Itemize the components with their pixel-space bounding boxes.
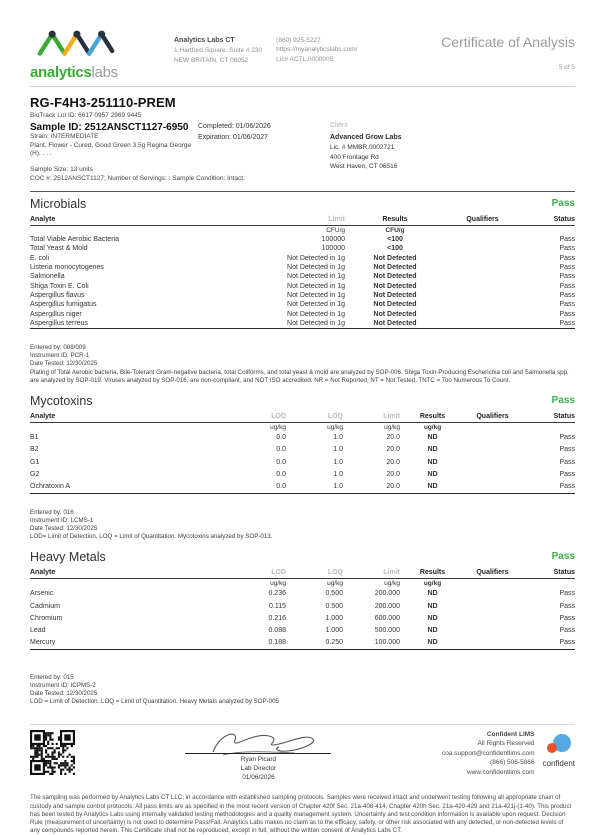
table-row <box>30 456 575 468</box>
table-row <box>30 310 575 319</box>
cell: Not Detected in 1g <box>287 292 345 300</box>
biotrack-lot-id: BioTrack Lot ID: 6617 0957 2969 9445 <box>30 112 142 119</box>
section-status-badge: Pass <box>551 198 575 210</box>
table-header-row <box>30 215 575 226</box>
cell: ND <box>427 458 438 466</box>
heavy-metals-notes <box>30 674 575 706</box>
cell: Shiga Toxin E. Coli <box>30 282 89 290</box>
unit-cell: ug/kg <box>327 579 343 587</box>
confident-logo-icon <box>545 732 573 758</box>
signer-name: Ryan Picard <box>240 756 277 764</box>
cell <box>465 432 520 444</box>
cell: Not Detected in 1g <box>287 263 345 271</box>
cell <box>465 456 520 468</box>
cell: Pass <box>559 292 575 300</box>
unit-cell: ug/kg <box>270 423 286 431</box>
table-row <box>30 235 575 244</box>
cell: Pass <box>559 470 575 478</box>
cell: 1.0 <box>333 446 343 454</box>
section-heavy-metals <box>30 545 575 706</box>
cell <box>445 310 520 319</box>
cell: 0.0 <box>276 470 286 478</box>
cell <box>445 291 520 300</box>
unit-cell: ug/kg <box>327 423 343 431</box>
column-header: Qualifiers <box>465 568 520 579</box>
cell: Pass <box>559 245 575 253</box>
footer <box>30 725 575 782</box>
lab-address-line2: NEW BRITAIN, CT 06052 <box>174 56 249 64</box>
cell: 0.188 <box>229 637 286 650</box>
signature-date: 01/06/2026 <box>242 773 275 781</box>
cell: Not Detected <box>373 301 417 309</box>
cell: Not Detected in 1g <box>287 310 345 318</box>
cell: 0.500 <box>325 602 343 610</box>
lab-phone-column <box>276 36 357 65</box>
section-microbials <box>30 192 575 385</box>
signer-role: Lab Director <box>240 764 277 772</box>
lab-website: https://myanalyticslabs.com/ <box>276 46 358 54</box>
cell: Aspergillus terreus <box>30 319 215 329</box>
unit-cell: ug/kg <box>384 579 400 587</box>
client-address1: 400 Frontage Rd <box>330 153 379 161</box>
cell: B2 <box>30 446 39 454</box>
cell: Not Detected <box>373 282 417 290</box>
cell: 0.0 <box>276 446 286 454</box>
table-row <box>30 319 575 329</box>
lims-block <box>442 730 575 777</box>
note-line: Date Tested: 12/30/2025 <box>30 689 98 697</box>
cell: 1.000 <box>325 614 343 622</box>
table-header-row <box>30 568 575 579</box>
cell <box>445 300 520 309</box>
confident-logo <box>543 732 575 768</box>
unit-cell: CFU/g <box>385 226 405 234</box>
cell: Ochratoxin A <box>30 480 229 493</box>
cell: Pass <box>559 301 575 309</box>
confident-logo-text: confident <box>542 759 575 769</box>
cell <box>465 624 520 636</box>
cell: 100.000 <box>343 637 400 650</box>
microbials-table <box>30 215 575 330</box>
cell: Chromium <box>30 614 63 622</box>
lims-rights: All Rights Reserved <box>477 740 535 748</box>
sample-name: RG-F4H3-251110-PREM <box>30 95 176 110</box>
cell: ND <box>427 434 438 442</box>
unit-cell <box>30 578 229 588</box>
signer-info <box>241 756 276 782</box>
column-header: LOQ <box>286 412 343 423</box>
cell: 20.0 <box>386 446 400 454</box>
cell: Not Detected in 1g <box>287 254 345 262</box>
lab-license: Lic# ACTL.0000005 <box>276 55 334 63</box>
client-block <box>330 121 402 172</box>
table-row <box>30 468 575 480</box>
section-title: Mycotoxins <box>30 393 93 408</box>
lims-phone: (866) 506-5866 <box>490 759 535 767</box>
cell <box>465 588 520 600</box>
column-header: Limit <box>343 412 400 423</box>
table-row <box>30 272 575 281</box>
table-row <box>30 291 575 300</box>
cell: 1.0 <box>286 480 343 493</box>
column-header: Results <box>345 215 445 226</box>
note-line: Entered by: 016 <box>30 508 74 516</box>
cell: 200.000 <box>374 602 400 610</box>
cell: E. coli <box>30 254 50 262</box>
column-header: Analyte <box>30 215 215 226</box>
column-header: Status <box>520 568 575 579</box>
client-name: Advanced Grow Labs <box>330 134 402 142</box>
cell <box>465 444 520 456</box>
cell: Aspergillus fumigatus <box>30 301 97 309</box>
cell: Pass <box>559 602 575 610</box>
cell: 0.250 <box>286 637 343 650</box>
column-header: Results <box>400 568 465 579</box>
header-right <box>441 34 575 71</box>
column-header: LOD <box>229 412 286 423</box>
section-header <box>30 192 575 215</box>
note-line: Plating of Total Aerobic bacteria, Bile-Tolerant Gram-negative bacteria, total Coliforms, and total yeast & mold are analyzed by SOP-006. Shiga Toxin-Producing Escherichia coli and Salmonella spp. are analyzed by SOP-019. Viruses analyzed by SOP-016, are non-compliant, and NOT ISO accredited. NR = Not Reported, NT = Not Tested, TNTC = Too Numerous To Count. <box>30 368 569 384</box>
table-row <box>30 253 575 262</box>
logo-wordmark <box>30 64 148 81</box>
cell: 1.0 <box>333 434 343 442</box>
column-header: Qualifiers <box>465 412 520 423</box>
table-row <box>30 263 575 272</box>
cell: Pass <box>559 614 575 622</box>
table-units-row <box>30 225 575 235</box>
cell: Not Detected <box>373 273 417 281</box>
cell: 100000 <box>321 235 345 243</box>
section-title: Microbials <box>30 196 87 211</box>
cell: Not Detected in 1g <box>287 273 345 281</box>
cell: 200.000 <box>374 590 400 598</box>
logo-word-labs: labs <box>91 64 118 81</box>
strain: Strain: INTERMEDIATE <box>30 132 99 140</box>
table-row <box>30 300 575 309</box>
column-header: Limit <box>343 568 400 579</box>
cell <box>445 235 520 244</box>
note-line: Instrument ID: PCR-1 <box>30 352 90 360</box>
unit-cell <box>445 225 520 235</box>
cell: Pass <box>559 273 575 281</box>
section-header <box>30 389 575 412</box>
signature-block <box>75 728 442 782</box>
lab-name: Analytics Labs CT <box>174 37 235 44</box>
completed-date: Completed: 01/06/2026 <box>198 123 271 130</box>
coc-line: COC #: 2512ANSCT1127; Number of Servings: : Sample Condition: Intact; <box>30 174 245 182</box>
cell: 0.0 <box>229 480 286 493</box>
lab-contact-info <box>174 36 357 65</box>
cell <box>445 272 520 281</box>
cell: 600.000 <box>374 614 400 622</box>
section-status-badge: Pass <box>551 395 575 407</box>
unit-cell: ug/kg <box>270 579 286 587</box>
cell: 100000 <box>321 245 345 253</box>
cell: ND <box>427 470 438 478</box>
lab-address-line1: 1 Hartford Square, Suite # 230 <box>174 47 263 55</box>
heavy-metals-table <box>30 568 575 650</box>
cell: Pass <box>559 458 575 466</box>
cell <box>445 281 520 290</box>
column-header: Analyte <box>30 412 229 423</box>
cell: 0.115 <box>269 602 286 610</box>
signature-line <box>185 753 331 754</box>
client-label: Client <box>330 122 348 129</box>
lims-website: www.confidentlims.com <box>466 768 535 776</box>
section-mycotoxins <box>30 389 575 541</box>
cell: Pass <box>559 263 575 271</box>
analytics-labs-logo <box>30 28 148 81</box>
table-header-row <box>30 412 575 423</box>
cell: 1.0 <box>333 470 343 478</box>
cell: <100 <box>387 245 403 253</box>
lab-address-column <box>174 36 262 65</box>
cell: Pass <box>559 254 575 262</box>
cell: Pass <box>559 310 575 318</box>
column-header: LOD <box>229 568 286 579</box>
cell: Arsenic <box>30 590 54 598</box>
cell: Not Detected <box>373 292 417 300</box>
client-license: Lic. # MMBR.0002721 <box>330 144 395 152</box>
cell: ND <box>400 480 465 493</box>
table-units-row <box>30 578 575 588</box>
note-line: LOD= Limit of Detection, LOQ = Limit of Quantitation. Mycotoxins analyzed by SOP-013. <box>30 532 273 540</box>
column-header: Limit <box>215 215 345 226</box>
unit-cell <box>30 422 229 432</box>
cell <box>445 319 520 329</box>
unit-cell: CFU/g <box>326 226 345 234</box>
cell: 0.236 <box>268 590 286 598</box>
note-line: Instrument ID: ICPMS-2 <box>30 681 96 689</box>
section-header <box>30 545 575 568</box>
cell: Salmonella <box>30 273 65 281</box>
mycotoxins-table <box>30 412 575 494</box>
cell: Pass <box>559 434 575 442</box>
section-title: Heavy Metals <box>30 549 106 564</box>
unit-cell: ug/kg <box>423 579 442 587</box>
cell: B1 <box>30 434 39 442</box>
cell: Not Detected <box>373 310 417 318</box>
cell: Not Detected in 1g <box>287 282 345 290</box>
unit-cell <box>520 422 575 432</box>
unit-cell: ug/kg <box>423 423 442 431</box>
table-row <box>30 612 575 624</box>
lims-contact <box>442 730 535 777</box>
logo-mountain-icon <box>30 28 122 58</box>
cell: Pass <box>559 590 575 598</box>
cell: 0.088 <box>268 627 286 634</box>
sample-id: Sample ID: 2512ANSCT1127-6950 <box>30 121 189 133</box>
table-row <box>30 600 575 612</box>
column-header: Analyte <box>30 568 229 579</box>
cell: Not Detected <box>345 319 445 329</box>
cell <box>465 468 520 480</box>
column-header: Results <box>400 412 465 423</box>
unit-cell <box>465 422 520 432</box>
cell: Not Detected <box>373 263 417 271</box>
note-line: Date Tested: 12/30/2025 <box>30 360 98 368</box>
table-row <box>30 444 575 456</box>
note-line: Entered by: 008/009 <box>30 344 86 352</box>
unit-cell <box>465 578 520 588</box>
unit-cell <box>520 578 575 588</box>
cell: Mercury <box>30 637 229 650</box>
lims-name: Confident LIMS <box>486 731 535 739</box>
page-indicator: 5 of 5 <box>558 64 575 71</box>
logo-word-analytics: analytics <box>30 64 92 81</box>
cell: Total Yeast & Mold <box>30 245 88 253</box>
mycotoxins-notes <box>30 509 575 541</box>
cell: 20.0 <box>386 434 400 442</box>
cell <box>465 600 520 612</box>
cell <box>465 612 520 624</box>
note-line: Instrument ID: LCMS-1 <box>30 516 94 524</box>
column-header: Qualifiers <box>445 215 520 226</box>
cell: Cadmium <box>30 602 60 610</box>
cell: 20.0 <box>386 458 400 466</box>
table-row <box>30 432 575 444</box>
microbials-notes <box>30 344 575 384</box>
sample-info-block <box>30 87 575 192</box>
note-line: Entered by: 015 <box>30 673 74 681</box>
cell <box>445 263 520 272</box>
unit-cell <box>30 225 215 235</box>
cell: 0.216 <box>268 614 286 622</box>
cell <box>445 253 520 262</box>
column-header: Status <box>520 215 575 226</box>
expiration-date: Expiration: 01/06/2027 <box>198 134 269 142</box>
cell: G2 <box>30 470 40 478</box>
product-description: Plant, Flower - Cured, Good Green 3.5g Regina George (H), . . . <box>30 141 192 158</box>
cell: Pass <box>559 446 575 454</box>
document-title: Certificate of Analysis <box>441 34 575 50</box>
legal-disclaimer: The sampling was performed by Analytics Labs CT LLC, in accordance with established sampling protocols. Samples were received intact and underwent testing following all appropriate chain of custody and sample control protocols. All pass limits are as specified in the most recent version of Chapter 420f Sec. 21a-408-414, Chapter 420h Sec. 21a-420-429 and 21a-421j-(1-40). This product has been tested by Analytics Labs using internally validated testing methodologies and a quality management system. Uncertainty and test condition information is available upon request. Decision Rule (measurement of uncertainty) is not used to determine Pass/Fail. Analytics Labs makes no claim as to the efficacy, safety, or other risk associated with any detected, or non-detected levels of any compounds reported herein. This Certificate shall not be reproduced, except in full, without the written consent of Analytics Labs CT. <box>30 794 572 835</box>
cell: G1 <box>30 458 40 466</box>
cell: 500.000 <box>374 627 400 634</box>
cell: 20.0 <box>343 480 400 493</box>
cell <box>445 244 520 253</box>
cell: Pass <box>520 480 575 493</box>
cell: 0.0 <box>276 434 286 442</box>
unit-cell: ug/kg <box>384 423 400 431</box>
table-row <box>30 281 575 290</box>
cell: Pass <box>520 319 575 329</box>
table-units-row <box>30 422 575 432</box>
cell: 0.500 <box>325 590 343 598</box>
cell: ND <box>400 637 465 650</box>
cell: Total Viable Aerobic Bacteria <box>30 235 119 243</box>
table-row <box>30 480 575 493</box>
unit-cell <box>520 225 575 235</box>
cell: Aspergillus niger <box>30 310 82 318</box>
cell: Pass <box>559 627 575 634</box>
cell: Not Detected in 1g <box>287 301 345 309</box>
cell: 0.0 <box>276 458 286 466</box>
cell <box>465 480 520 493</box>
cell: <100 <box>387 235 403 243</box>
cell: Pass <box>520 637 575 650</box>
cell: 1.000 <box>325 627 343 634</box>
note-line: LOD = Limit of Detection. LOQ = Limit of Quantitation. Heavy Metals analyzed by SOP-005 <box>30 697 279 705</box>
cell: ND <box>427 614 438 622</box>
cell: Not Detected in 1g <box>215 319 345 329</box>
table-row <box>30 624 575 636</box>
cell: ND <box>427 627 438 634</box>
page-header <box>30 28 575 87</box>
cell: ND <box>427 590 438 598</box>
column-header: LOQ <box>286 568 343 579</box>
lab-phone: (860) 925-5227 <box>276 37 321 44</box>
cell: Lead <box>30 627 46 634</box>
dates-column <box>198 121 271 143</box>
section-status-badge: Pass <box>551 551 575 563</box>
table-row <box>30 588 575 600</box>
cell: 20.0 <box>386 470 400 478</box>
cell: Aspergillus flavus <box>30 292 85 300</box>
cell: Not Detected <box>373 254 417 262</box>
cell: ND <box>427 446 438 454</box>
column-header: Status <box>520 412 575 423</box>
cell: Pass <box>559 282 575 290</box>
cell: ND <box>427 602 438 610</box>
table-row <box>30 637 575 650</box>
lims-email: coa.support@confidentlims.com <box>441 749 535 757</box>
cell: Pass <box>559 235 575 243</box>
sample-size: Sample Size: 13 units <box>30 166 93 174</box>
client-address2: West Haven, CT 06516 <box>330 163 398 171</box>
note-line: Date Tested: 12/30/2025 <box>30 524 98 532</box>
cell: Listeria monocytogenes <box>30 263 104 271</box>
cell: 1.0 <box>333 458 343 466</box>
cell <box>465 637 520 650</box>
qr-code <box>30 730 75 775</box>
table-row <box>30 244 575 253</box>
